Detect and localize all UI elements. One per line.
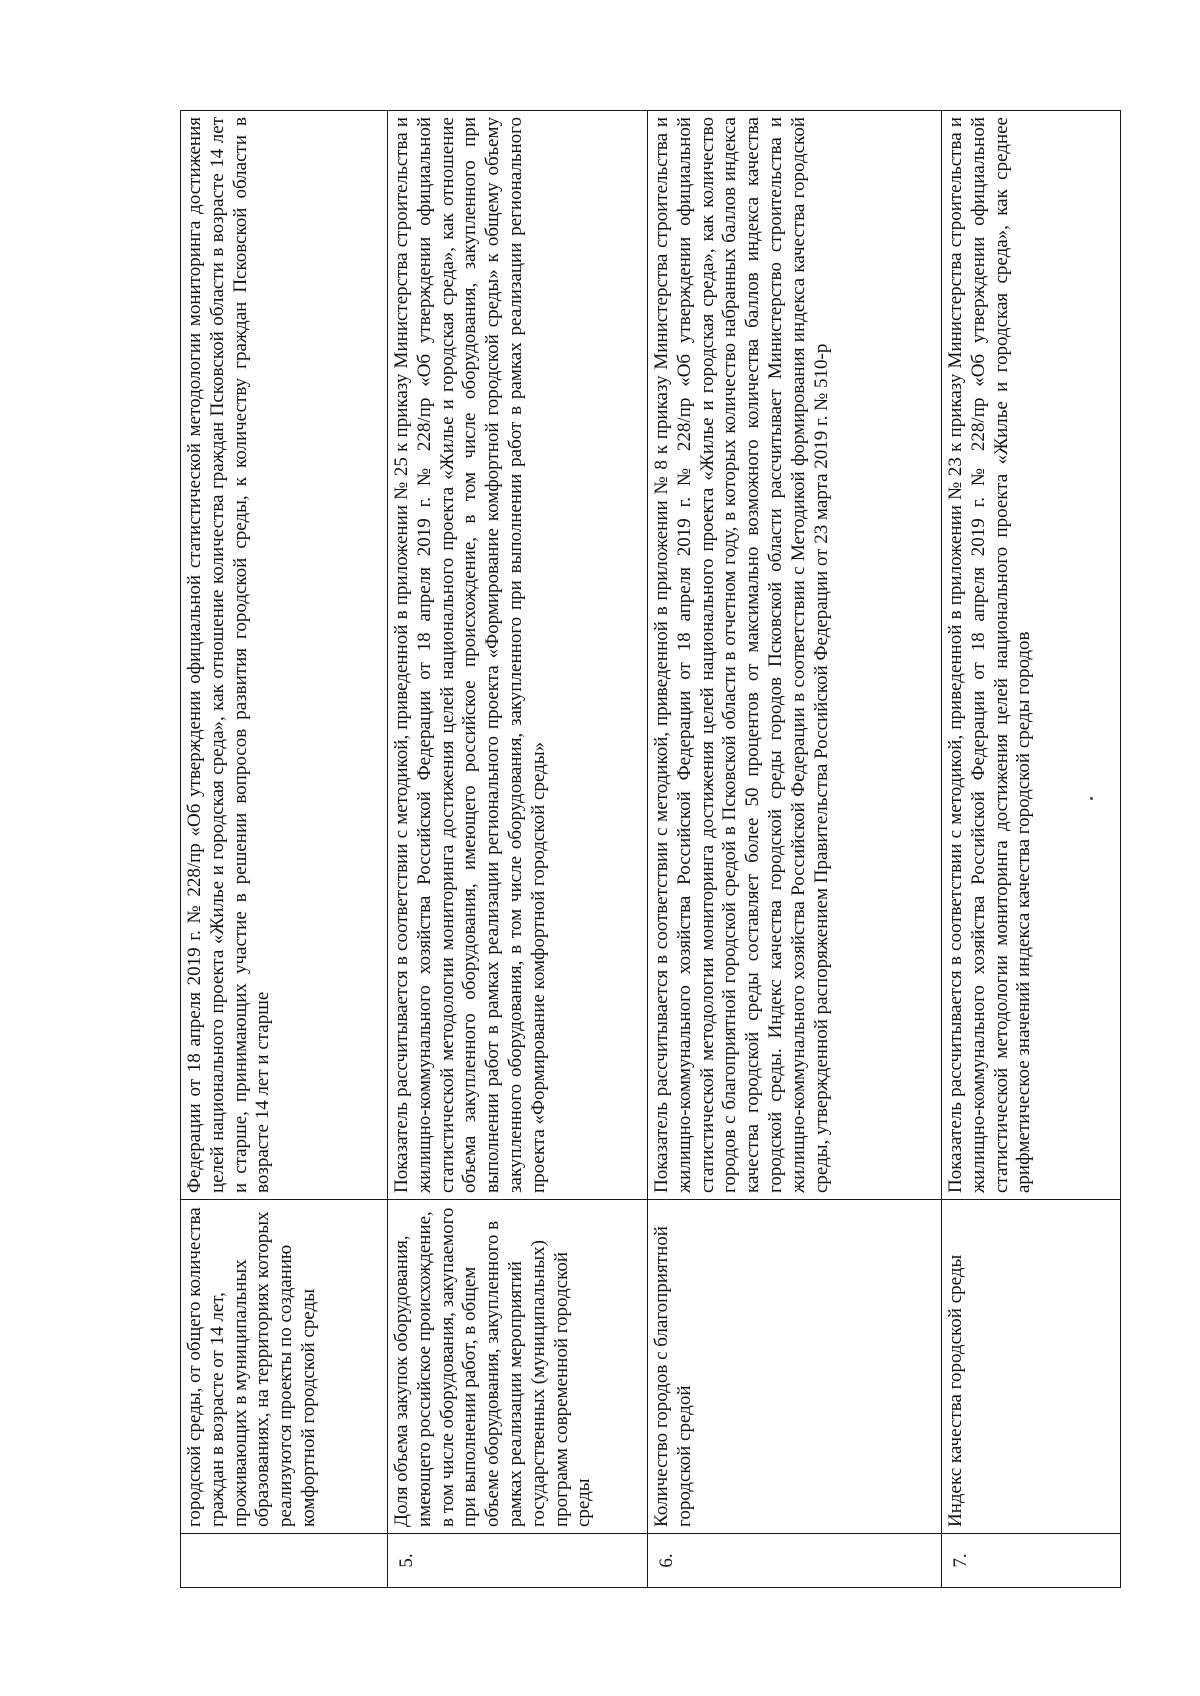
calculation-method: Федерации от 18 апреля 2019 г. № 228/пр «Об утверждении официальной статистической методологии мониторинга достижения целей национального проекта «Жилье и городская среда», как отношение количества граждан Псковской области в возрасте 14 лет и старше, принимающих участие в решении вопросов развития городской среды, к количеству граждан Псковской области в возрасте 14 лет и старше xyxy=(181,111,388,1200)
row-number: 7. xyxy=(942,1534,1121,1588)
row-number: 5. xyxy=(388,1534,648,1588)
indicator-name: городской среды, от общего количества граждан в возрасте от 14 лет, проживающих в муниципальных образованиях, на территориях которых реализуются проекты по созданию комфортной городской среды xyxy=(181,1200,388,1534)
row-number xyxy=(181,1534,388,1588)
calculation-method: Показатель рассчитывается в соответствии с методикой, приведенной в приложении № 23 к приказу Министерства строительства и жилищно-коммунального хозяйства Российской Федерации от 18 апреля 2019 г. № 228/пр «Об утверждении официальной статистической методологии мониторинга достижения целей национального проекта «Жилье и городская среда», как среднее арифметическое значений индекса качества городской среды городов xyxy=(942,111,1121,1200)
row-number: 6. xyxy=(648,1534,942,1588)
calculation-method: Показатель рассчитывается в соответствии с методикой, приведенной в приложении № 25 к приказу Министерства строительства и жилищно-коммунального хозяйства Российской Федерации от 18 апреля 2019 г. № 228/пр «Об утверждении официальной статистической методологии мониторинга достижения целей национального проекта «Жилье и городская среда», как отношение объема закупленного оборудования, имеющего российское происхождение, в том числе оборудования, закупленного при выполнении работ в рамках реализации регионального проекта «Формирование комфортной городской среды» к общему объему закупленного оборудования, в том числе оборудования, закупленного при выполнении работ в рамках реализации регионального проекта «Формирование комфортной городской среды» xyxy=(388,111,648,1200)
indicator-name: Доля объема закупок оборудования, имеющего российское происхождение, в том числе оборудования, закупаемого при выполнении работ, в общем объеме оборудования, закупленного в рамках реализации мероприятий государственных (муниципальных) программ современной городской среды xyxy=(388,1200,648,1534)
indicator-name: Индекс качества городской среды xyxy=(942,1200,1121,1534)
table-row xyxy=(648,111,942,1588)
scan-speck xyxy=(1090,797,1093,800)
indicators-table xyxy=(180,110,1121,1588)
table-row xyxy=(942,111,1121,1588)
calculation-method: Показатель рассчитывается в соответствии с методикой, приведенной в приложении № 8 к приказу Министерства строительства и жилищно-коммунального хозяйства Российской Федерации от 18 апреля 2019 г. № 228/пр «Об утверждении официальной статистической методологии мониторинга достижения целей национального проекта «Жилье и городская среда», как количество городов с благоприятной городской средой в Псковской области в отчетном году, в которых количество набранных баллов индекса качества городской среды составляет более 50 процентов от максимально возможного количества баллов индекса качества городской среды. Индекс качества городской среды городов Псковской области рассчитывает Министерство строительства и жилищно-коммунального хозяйства Российской Федерации в соответствии с Методикой формирования индекса качества городской среды, утвержденной распоряжением Правительства Российской Федерации от 23 марта 2019 г. № 510-р xyxy=(648,111,942,1200)
table-row xyxy=(388,111,648,1588)
rotated-table-sheet xyxy=(180,110,1120,1588)
indicator-name: Количество городов с благоприятной городской средой xyxy=(648,1200,942,1534)
table-row xyxy=(181,111,388,1588)
